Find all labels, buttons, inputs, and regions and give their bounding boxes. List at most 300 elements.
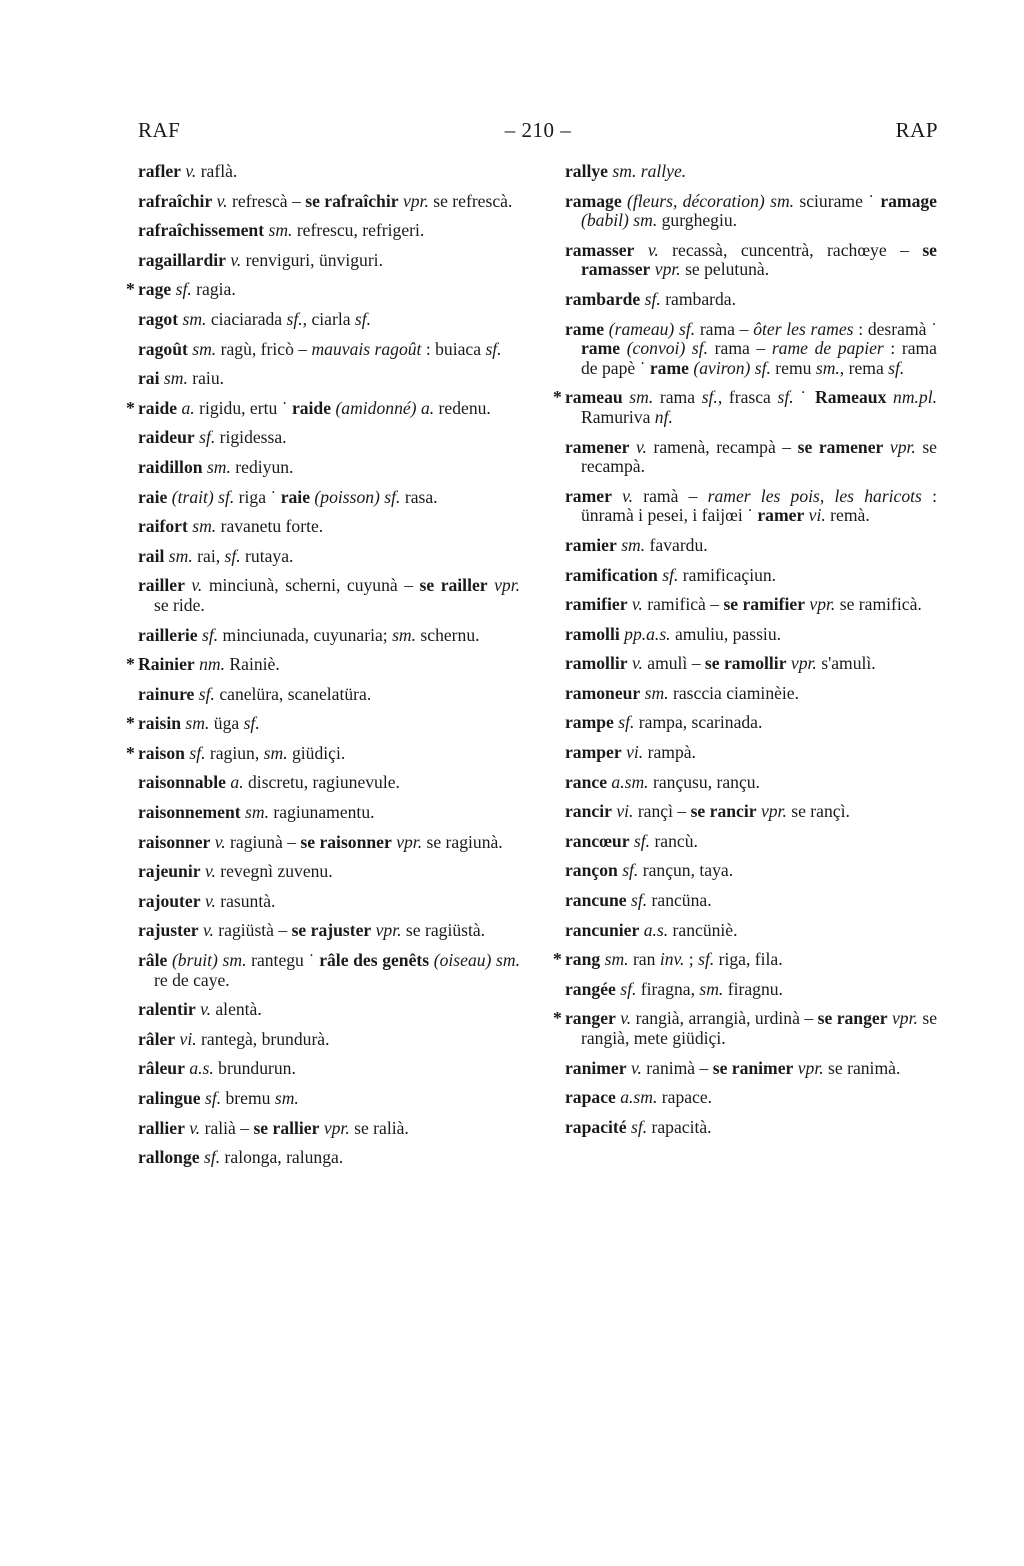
headword: rance [565,771,608,792]
dictionary-entry [565,192,937,231]
grammar-label: vpr. [809,594,836,615]
headword: rallonge [138,1147,200,1168]
grammar-label: v. [647,239,659,260]
grammar-label: v. [185,161,197,181]
grammar-label: sf. [198,683,215,704]
grammar-label: sf. [698,949,715,970]
dictionary-entry [565,980,937,1000]
grammar-label: sf. [175,279,192,300]
dictionary-entry [565,566,937,586]
dictionary-entry [565,241,937,280]
headword: ramage [565,190,622,211]
dictionary-entry [138,310,520,330]
dictionary-entry [565,1118,937,1138]
headword: rallier [138,1117,185,1138]
grammar-label: v. [202,920,214,941]
headword: rafraîchir [138,190,213,211]
grammar-label: sf. [888,357,905,378]
dictionary-entry [138,921,520,941]
grammar-label: a.s. [189,1058,214,1079]
headword: Rameaux [815,387,887,408]
dictionary-entry [565,802,937,822]
running-head-left: RAF [138,118,181,142]
definition-text: refrescu, refrigeri. [292,220,425,241]
grammar-label: sf. [203,1147,221,1168]
dictionary-entry [138,221,520,241]
definition-text: rasuntà. [215,890,276,911]
dictionary-entry [565,743,937,763]
definition-text: minciunà, scherni, cuyunà – [202,575,420,596]
dictionary-entry [126,713,520,734]
grammar-label: (rameau) sf. [608,318,696,339]
dictionary-entry [138,547,520,567]
headword: ramer [757,505,805,526]
grammar-label: a.s. [643,919,669,940]
headword: rainure [138,683,195,704]
definition-text: revegnì zuvenu. [215,861,333,882]
definition-text: : ünramà i pesei, i faijœi ˙ [581,485,937,526]
headword: ramper [565,742,622,763]
headword: ramifier [565,594,628,615]
headword: rapacité [565,1116,627,1137]
grammar-label: sf. [199,427,216,448]
definition-text: ragiunamentu. [268,802,375,823]
headword: raison [138,742,185,763]
definition-text: riga, fila. [714,949,783,970]
definition-text: refrescà – [227,190,306,211]
definition-text: ragia. [191,279,236,300]
headword: rajeunir [138,861,201,882]
definition-text: rancüniè. [668,919,738,940]
definition-text: rama – [695,318,754,339]
running-head-right: RAP [895,118,938,142]
grammar-label: sm. [168,545,193,566]
definition-text: ramà – [633,485,708,506]
definition-text: firagnu. [723,978,783,999]
dictionary-entry [138,773,520,793]
dictionary-entry [565,1059,937,1079]
headword: ramer [565,485,612,506]
headword: se ramasser [581,239,937,280]
headword: rajouter [138,890,201,911]
headword: rameau [565,387,623,408]
headword: se ramener [797,436,884,457]
grammar-label: sf. [618,712,635,733]
definition-text: ran [628,949,660,970]
dictionary-entry [138,369,520,389]
headword: se rancir [690,801,757,822]
grammar-label: sm. [206,456,231,477]
dictionary-entry [138,340,520,360]
grammar-label: sf. [630,890,648,911]
grammar-label: (trait) sf. [171,486,235,507]
definition-text: Ramuriva [581,406,655,427]
new-entry-asterisk: * [126,713,135,734]
definition-text: riga ˙ [234,486,281,507]
headword: ragot [138,308,179,329]
grammar-label: v. [631,653,643,674]
grammar-label: (babil) sm. [581,210,658,231]
definition-text: schernu. [416,624,480,645]
dictionary-entry [138,626,520,646]
dictionary-entry [138,862,520,882]
headword: se rajuster [291,920,372,941]
headword: râler [138,1028,176,1049]
dictionary-entry [138,1119,520,1139]
grammar-label: sf. [630,1116,648,1137]
grammar-label: sf. [286,308,303,329]
dictionary-entry [565,654,937,674]
dictionary-entry [565,684,937,704]
headword: ramolli [565,623,620,644]
headword: raidillon [138,456,203,477]
definition-text: : buiaca [421,338,486,359]
definition-text: : desramà ˙ [853,318,938,339]
headword: rafraîchissement [138,220,265,241]
definition-text: ramenà, recampà – [646,436,798,457]
headword: ragoût [138,338,188,359]
definition-text: rama – [708,338,772,359]
headword: rage [138,279,172,300]
definition-text: recassà, cuncentrà, rachœye – [658,239,923,260]
headword: rail [138,545,165,566]
definition-text: ; [684,949,699,970]
headword: raillerie [138,624,198,645]
grammar-label: (aviron) sf. [693,357,771,378]
dictionary-entry [565,162,937,182]
definition-text: se rançì. [786,801,850,822]
dictionary-entry [138,162,520,182]
dictionary-entry [138,488,520,508]
grammar-label: v. [189,1117,201,1138]
headword: rallye [565,161,608,181]
grammar-label: (bruit) sm. [171,950,247,971]
definition-text: rançusu, rançu. [648,771,760,792]
dictionary-entry [138,576,520,615]
definition-text: ranimà – [641,1057,713,1078]
headword: râle [138,950,168,971]
definition-text: firagna, [636,978,700,999]
grammar-label: (poisson) sf. [314,486,401,507]
definition-text: ravanetu forte. [216,516,324,537]
dictionary-entry [138,1089,520,1109]
definition-text: minciunada, cuyunaria; [218,624,393,645]
new-entry-asterisk: * [126,279,135,300]
headword: rame [581,338,621,359]
dictionary-entry [565,773,937,793]
definition-text: favardu. [645,534,708,555]
definition-text: s'amulì. [816,653,876,674]
definition-text: rutaya. [240,545,294,566]
definition-text: rancù. [650,830,698,851]
grammar-label: vpr. [654,259,681,280]
headword: se railler [419,575,488,596]
definition-text: amuliu, passiu. [670,623,782,644]
definition-text: ralià – [200,1117,254,1138]
dictionary-entry [565,320,937,379]
headword: se rafraîchir [305,190,399,211]
grammar-label: vpr. [375,920,402,941]
grammar-label: sf. [777,387,794,408]
grammar-label: sf. [202,624,219,645]
headword: Rainier [138,654,195,675]
headword: ramier [565,534,617,555]
headword: rançon [565,860,618,881]
grammar-label: v. [636,436,647,457]
definition-text: : rama de papè ˙ [581,338,937,378]
definition-text: remà. [825,505,870,526]
new-entry-asterisk: * [126,397,135,418]
page-header [138,118,938,148]
definition-text: canelüra, scanelatüra. [214,683,372,704]
dictionary-column-right [553,161,938,1147]
grammar-label: sm. rallye. [612,161,687,181]
headword: rame [649,357,689,378]
dictionary-entry [565,487,937,526]
definition-text: rasa. [400,486,438,507]
headword: ranimer [565,1057,627,1078]
headword: se ranger [817,1008,888,1029]
grammar-label: sm. [182,308,207,329]
dictionary-entry [138,892,520,912]
definition-text: amulì – [642,653,705,674]
definition-text: bremu [221,1088,275,1108]
definition-text: rapacità. [647,1116,712,1137]
grammar-label: sf. [701,387,718,408]
grammar-label: sf. [354,308,372,329]
dictionary-entry [138,833,520,853]
definition-text: rangià, arrangià, urdinà – [631,1008,818,1029]
new-entry-asterisk: * [553,387,562,408]
grammar-label: sm. [163,368,188,389]
new-entry-asterisk: * [126,742,135,763]
dictionary-entry [553,387,937,427]
grammar-label: sf. [644,288,661,309]
dictionary-entry [126,742,520,764]
headword: rang [565,949,601,970]
definition-text: alentà. [210,999,262,1020]
new-entry-asterisk: * [553,1008,562,1029]
dictionary-entry [553,949,937,970]
grammar-label: sm. [192,338,217,359]
dictionary-entry [565,832,937,852]
headword: se ramollir [704,653,787,674]
grammar-label: sm. [392,624,417,645]
dictionary-entry [565,713,937,733]
definition-text: ragiüstà – [213,920,292,941]
grammar-label: sm. [815,357,840,378]
grammar-label: sm. [629,387,654,408]
headword: ramasser [565,239,635,260]
grammar-label: ôter les rames [753,318,854,339]
dictionary-entry [138,1059,520,1079]
headword: rangée [565,978,616,999]
grammar-label: nm.pl. [893,387,937,408]
definition-text: se ranimà. [823,1057,901,1078]
definition-text: rediyun. [230,456,294,477]
headword: raie [138,486,168,507]
grammar-label: ramer les pois, les haricots [707,485,922,506]
definition-text: rapace. [657,1087,713,1108]
dictionary-entry [565,921,937,941]
grammar-label: v. [620,1008,632,1029]
definition-text: se rangià, mete giüdiçi. [581,1008,938,1048]
definition-text: gurghegiu. [657,210,738,231]
definition-text: se ragiüstà. [401,920,486,941]
grammar-label: pp.a.s. [624,623,671,644]
grammar-label: vpr. [891,1008,918,1029]
grammar-label: vi. [808,505,826,526]
headword: ramification [565,564,658,585]
definition-text: renviguri, ünviguri. [241,249,383,270]
grammar-label: sf. [662,564,679,585]
dictionary-entry [138,1148,520,1168]
grammar-label: sm. [604,949,629,970]
definition-text: giüdiçi. [287,742,346,763]
definition-text [620,338,627,358]
grammar-label: a.sm. [620,1087,658,1108]
definition-text: ralonga, ralunga. [220,1147,344,1168]
grammar-label: sm. [192,516,217,537]
definition-text [612,486,622,506]
new-entry-asterisk: * [553,949,562,970]
headword: râleur [138,1058,185,1079]
definition-text: redenu. [434,397,491,418]
grammar-label: vi. [179,1028,197,1049]
headword: ramener [565,436,630,457]
definition-text: re de caye. [154,969,230,990]
dictionary-entry [126,397,520,419]
grammar-label: v. [191,575,203,596]
headword: raisonnable [138,772,226,793]
grammar-label: v. [204,890,216,911]
definition-text: se ragiunà. [422,831,503,852]
headword: rapace [565,1087,616,1108]
dictionary-entry [565,891,937,911]
definition-text: rigidu, ertu ˙ [194,397,292,418]
grammar-label: sf. [204,1088,222,1108]
headword: rame [565,318,605,339]
page-number: – 210 – [504,118,572,142]
headword: rai [138,368,160,389]
grammar-label: vi. [626,742,644,763]
dictionary-entry [553,1008,938,1048]
grammar-label: sm. [185,713,210,734]
headword: se rallier [253,1117,320,1138]
definition-text: ragiunà – [225,831,301,852]
definition-text: se ramificà. [835,594,922,615]
dictionary-entry [138,803,520,823]
headword: rancir [565,801,612,822]
dictionary-entry [126,654,520,675]
headword: raie [280,486,311,507]
dictionary-entry [138,685,520,705]
grammar-label: a. [181,397,195,418]
headword: ralingue [138,1088,201,1108]
grammar-label: sf. [620,978,637,999]
headword: ramollir [565,653,628,674]
dictionary-entry [138,517,520,537]
definition-text: sciurame ˙ [794,190,881,211]
grammar-label: vpr. [760,801,787,822]
definition-text: , ciarla [302,308,355,329]
definition-text: se ralià. [349,1117,409,1138]
headword: raifort [138,516,188,537]
grammar-label: v. [204,861,216,882]
dictionary-entry [126,279,520,300]
grammar-label: vpr. [889,436,916,457]
definition-text: rançun, taya. [638,860,734,881]
headword: raideur [138,427,195,448]
grammar-label: nm. [199,654,225,675]
definition-text [634,240,647,260]
grammar-label: v. [631,594,643,615]
grammar-label: sf. [633,830,651,851]
grammar-label: vpr. [323,1117,350,1138]
definition-text: discretu, ragiunevule. [243,772,400,793]
definition-text: remu [770,357,816,378]
dictionary-entry [565,536,937,556]
dictionary-column-left [126,161,521,1178]
headword: raisin [138,713,182,734]
definition-text: rantegà, brundurà. [196,1028,330,1049]
grammar-label: nf. [654,406,673,427]
headword: se raisonner [300,831,392,852]
definition-text: ramificà – [642,594,724,615]
grammar-label: sm. [268,220,293,241]
grammar-label: a. [230,772,244,793]
grammar-label: sm. [274,1088,299,1108]
grammar-label: sf. [485,338,502,359]
new-entry-asterisk: * [126,654,135,675]
grammar-label: vi. [616,801,634,822]
grammar-label: (convoi) sf. [626,338,709,359]
definition-text: , frasca [717,387,778,408]
headword: rafler [138,161,181,181]
definition-text: ramificaçiun. [678,564,777,585]
headword: rancœur [565,830,630,851]
headword: rancunier [565,919,640,940]
headword: ragaillardir [138,249,226,270]
grammar-label: sm. [245,802,269,823]
definition-text: rai, [192,545,225,566]
definition-text: rigidessa. [215,427,287,448]
grammar-label: v. [214,831,226,852]
definition-text: rasccia ciaminèie. [668,682,800,703]
definition-text: rançì – [633,801,691,822]
grammar-label: sm. [644,682,669,703]
grammar-label: v. [622,485,634,506]
definition-text: se refrescà. [428,190,513,211]
headword: rambarde [565,288,641,309]
headword: rampe [565,712,614,733]
definition-text: , rema [839,357,889,378]
headword: raisonnement [138,802,241,823]
headword: railler [138,575,185,596]
headword: rancune [565,890,627,911]
grammar-label: vpr. [494,575,521,596]
grammar-label: (fleurs, décoration) sm. [627,190,795,211]
definition-text: Rainiè. [225,654,280,675]
definition-text: rama [653,387,702,408]
headword: ramage [880,190,937,211]
grammar-label: sf. [622,860,639,881]
grammar-label: (amidonné) a. [335,397,435,418]
definition-text: raiu. [187,368,225,389]
definition-text: se pelutunà. [680,259,770,280]
dictionary-entry [138,428,520,448]
definition-text: ciaciarada [206,308,287,329]
